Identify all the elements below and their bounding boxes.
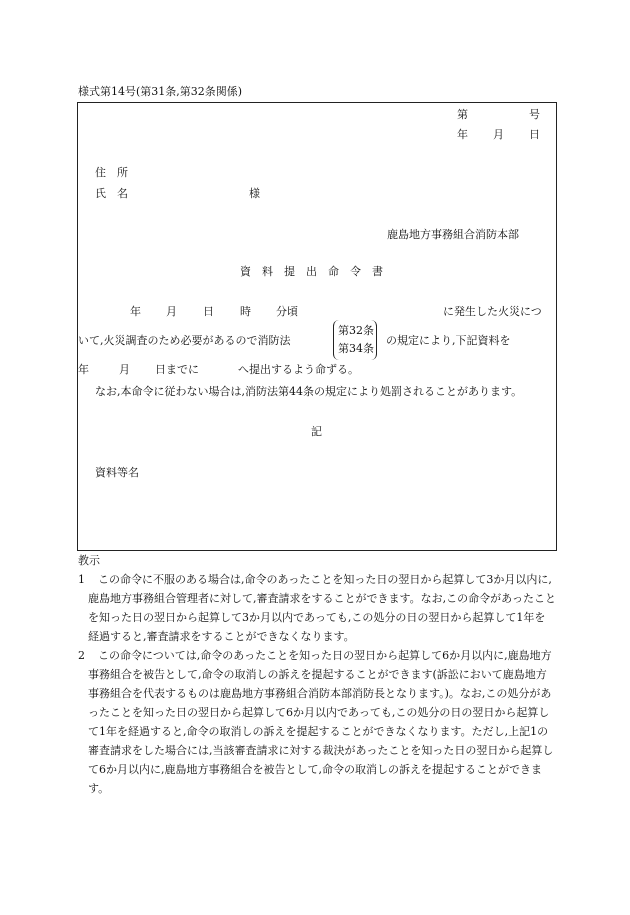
line1-tail: に発生した火災につ (443, 305, 542, 318)
instruction-text: この命令に不服のある場合は,命令のあったことを知った日の翌日から起算して3か月以内に,鹿島地方事務組合管理者に対して,審査請求をすることができます。なお,この命令があったことを知った日の翌日から起算して3か月以内であっても,この処分の日の翌日から起算して1年を経過すると,審査請求をすることができなくなります。 (88, 573, 556, 643)
incident-day: 日 (203, 305, 214, 318)
incident-year: 年 (130, 305, 141, 318)
instruction-item-2 (78, 646, 556, 798)
address-label: 住 所 (95, 166, 128, 179)
order-form-frame (77, 102, 557, 551)
instructions-heading: 教示 (78, 554, 100, 567)
deadline-year: 年 (78, 363, 89, 376)
instruction-number: 2 (78, 649, 85, 662)
doc-number-suffix: 号 (529, 108, 540, 121)
incident-hour: 時 (240, 305, 251, 318)
deadline-month: 月 (119, 363, 130, 376)
deadline-day: 日までに (155, 363, 199, 376)
penalty-notice: なお,本命令に従わない場合は,消防法第44条の規定により処罰されることがあります。 (95, 385, 523, 398)
honorific: 様 (249, 187, 260, 200)
date-day: 日 (529, 128, 540, 141)
name-label: 氏 名 (95, 187, 128, 200)
date-year: 年 (457, 128, 468, 141)
doc-number-prefix: 第 (457, 108, 468, 121)
instruction-text: この命令については,命令のあったことを知った日の翌日から起算して6か月以内に,鹿島地方事務組合を被告として,命令の取消しの訴えを提起することができます(訴訟において鹿島地方事務組合を代表するものは鹿島地方事務組合消防本部消防長となります。)。なお,この処分があったことを知った日の翌日から起算して6か月以内であっても,この処分の日の翌日から起算して1年を経過すると,命令の取消しの訴えを提起することができなくなります。ただし,上記1の審査請求をした場合には,当該審査請求に対する裁決があったことを知った日の翌日から起算して6か月以内に,鹿島地方事務組合を被告として,命令の取消しの訴えを提起することができます。 (88, 649, 554, 795)
date-month: 月 (493, 128, 504, 141)
incident-minute: 分頃 (276, 305, 298, 318)
line2-head: いて,火災調査のため必要があるので消防法 (78, 334, 291, 347)
instruction-item-1 (78, 570, 556, 646)
submit-to-text: へ提出するよう命ずる。 (238, 363, 359, 376)
instruction-number: 1 (78, 573, 85, 586)
incident-month: 月 (166, 305, 177, 318)
materials-label: 資料等名 (95, 466, 139, 479)
instructions-list (78, 570, 556, 798)
issuer-name: 鹿島地方事務組合消防本部 (387, 228, 519, 241)
line2-tail: の規定により,下記資料を (386, 334, 511, 347)
ki-label: 記 (311, 425, 322, 438)
document-title: 資 料 提 出 命 令 書 (240, 265, 383, 278)
article-34: 第34条 (338, 342, 374, 355)
article-32: 第32条 (338, 324, 374, 337)
article-bracket (333, 320, 377, 360)
form-number-label: 様式第14号(第31条,第32条関係) (78, 85, 243, 98)
